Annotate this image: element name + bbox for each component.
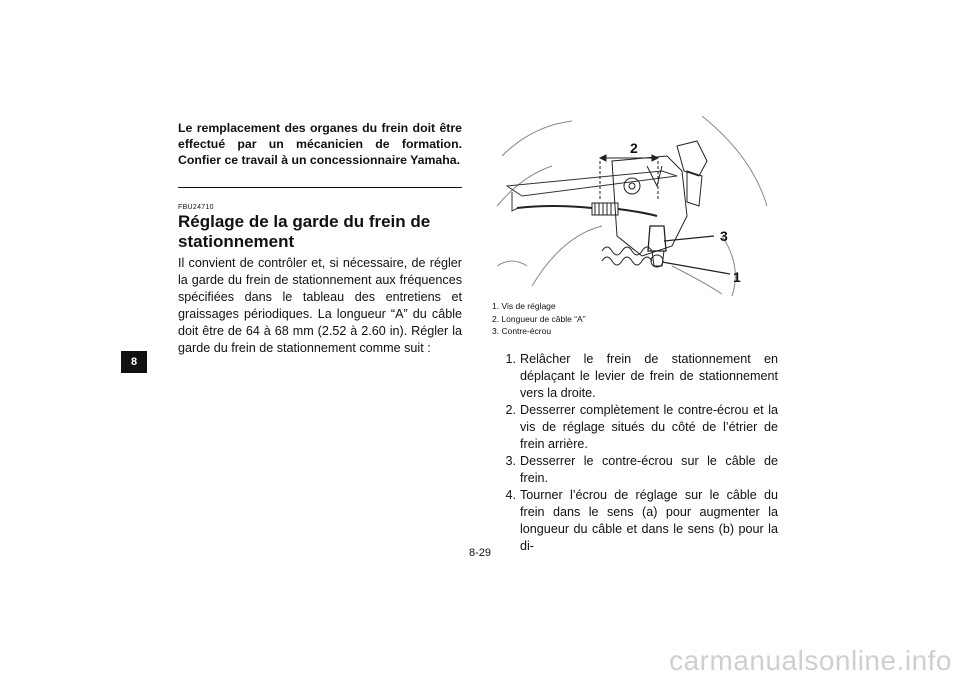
callout-2: 2 xyxy=(630,140,638,156)
caption-item: 3. Contre-écrou xyxy=(492,326,552,336)
caption-item: 1. Vis de réglage xyxy=(492,301,556,311)
step-number: 1. xyxy=(505,352,516,366)
watermark: carmanualsonline.info xyxy=(669,645,952,676)
brake-illustration xyxy=(492,116,778,296)
chapter-tab: 8 xyxy=(121,351,147,373)
step-text: Relâcher le frein de stationnement en déplaçant le levier de frein de stationnement vers la droite. xyxy=(520,352,778,400)
step-text: Desserrer complètement le contre-écrou et la vis de réglage situés du côté de l’étrier de frein arrière. xyxy=(520,403,778,451)
step-number: 4. xyxy=(505,488,516,502)
section-heading: Réglage de la garde du frein de stationnement xyxy=(178,212,431,251)
brake-drawing xyxy=(492,116,778,296)
step-text: Desserrer le contre-écrou sur le câble de frein. xyxy=(520,454,778,485)
step-number: 2. xyxy=(505,403,516,417)
step-number: 3. xyxy=(505,454,516,468)
warning-text: Le remplacement des organes du frein doit être effectué par un mécanicien de formation. Confier ce travail à un concessionnaire Yamaha. xyxy=(178,121,462,167)
page-number: 8-29 xyxy=(468,547,492,559)
step-item xyxy=(492,487,778,555)
step-item xyxy=(492,351,778,402)
step-item xyxy=(492,402,778,453)
divider xyxy=(178,187,462,188)
figure-captions xyxy=(492,300,586,338)
callout-3: 3 xyxy=(720,228,728,244)
step-text: Tourner l’écrou de réglage sur le câble du frein dans le sens (a) pour augmenter la longueur du câble et dans le sens (b) pour la di- xyxy=(520,488,778,553)
callout-1: 1 xyxy=(733,269,741,285)
section-code: FBU24710 xyxy=(178,204,214,211)
procedure-steps xyxy=(492,351,778,555)
caption-item: 2. Longueur de câble “A” xyxy=(492,313,586,324)
intro-paragraph: Il convient de contrôler et, si nécessaire, de régler la garde du frein de stationnement aux fréquences spécifiées dans le tableau des entretiens et graissages périodiques. La longueur “A” du câble doit être de 64 à 68 mm (2.52 à 2.60 in). Régler la garde du frein de stationnement comme suit : xyxy=(178,256,462,355)
step-item xyxy=(492,453,778,487)
